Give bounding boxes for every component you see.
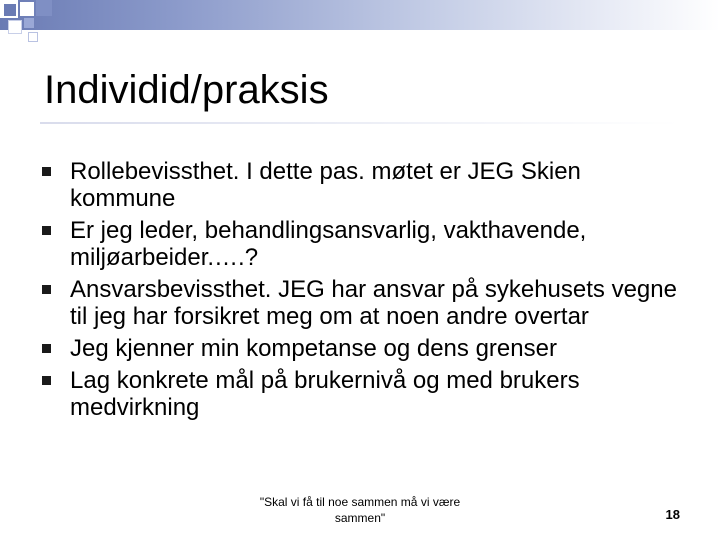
list-item	[70, 335, 680, 362]
decor-square	[28, 32, 38, 42]
list-item	[70, 276, 680, 330]
header-gradient-band	[0, 0, 720, 30]
bullet-text: Ansvarsbevissthet. JEG har ansvar på sykehusets vegne til jeg har forsikret meg om at noen andre overtar	[70, 276, 677, 330]
square-bullet-icon	[42, 226, 51, 235]
square-bullet-icon	[42, 344, 51, 353]
square-bullet-icon	[42, 285, 51, 294]
bullet-text: Lag konkrete mål på brukernivå og med brukers medvirkning	[70, 367, 580, 421]
title-underline	[40, 122, 680, 124]
square-bullet-icon	[42, 376, 51, 385]
bullet-text: Rollebevissthet. I dette pas. møtet er JEG Skien kommune	[70, 158, 581, 212]
slide-title: Individid/praksis	[44, 68, 329, 112]
footer-line: "Skal vi få til noe sammen må vi være	[259, 495, 461, 509]
slide-number: 18	[665, 507, 680, 522]
bullet-text: Er jeg leder, behandlingsansvarlig, vakthavende, miljøarbeider.….?	[70, 217, 587, 271]
list-item	[70, 367, 680, 421]
footer-quote	[250, 494, 470, 526]
decor-square	[4, 4, 16, 16]
bullet-list	[70, 158, 680, 426]
footer-line: sammen"	[334, 511, 386, 525]
decor-square	[20, 2, 34, 16]
decor-square	[24, 18, 34, 28]
decor-square	[8, 20, 22, 34]
list-item	[70, 158, 680, 212]
bullet-text: Jeg kjenner min kompetanse og dens grenser	[70, 335, 557, 362]
decor-square	[36, 0, 52, 16]
square-bullet-icon	[42, 167, 51, 176]
list-item	[70, 217, 680, 271]
